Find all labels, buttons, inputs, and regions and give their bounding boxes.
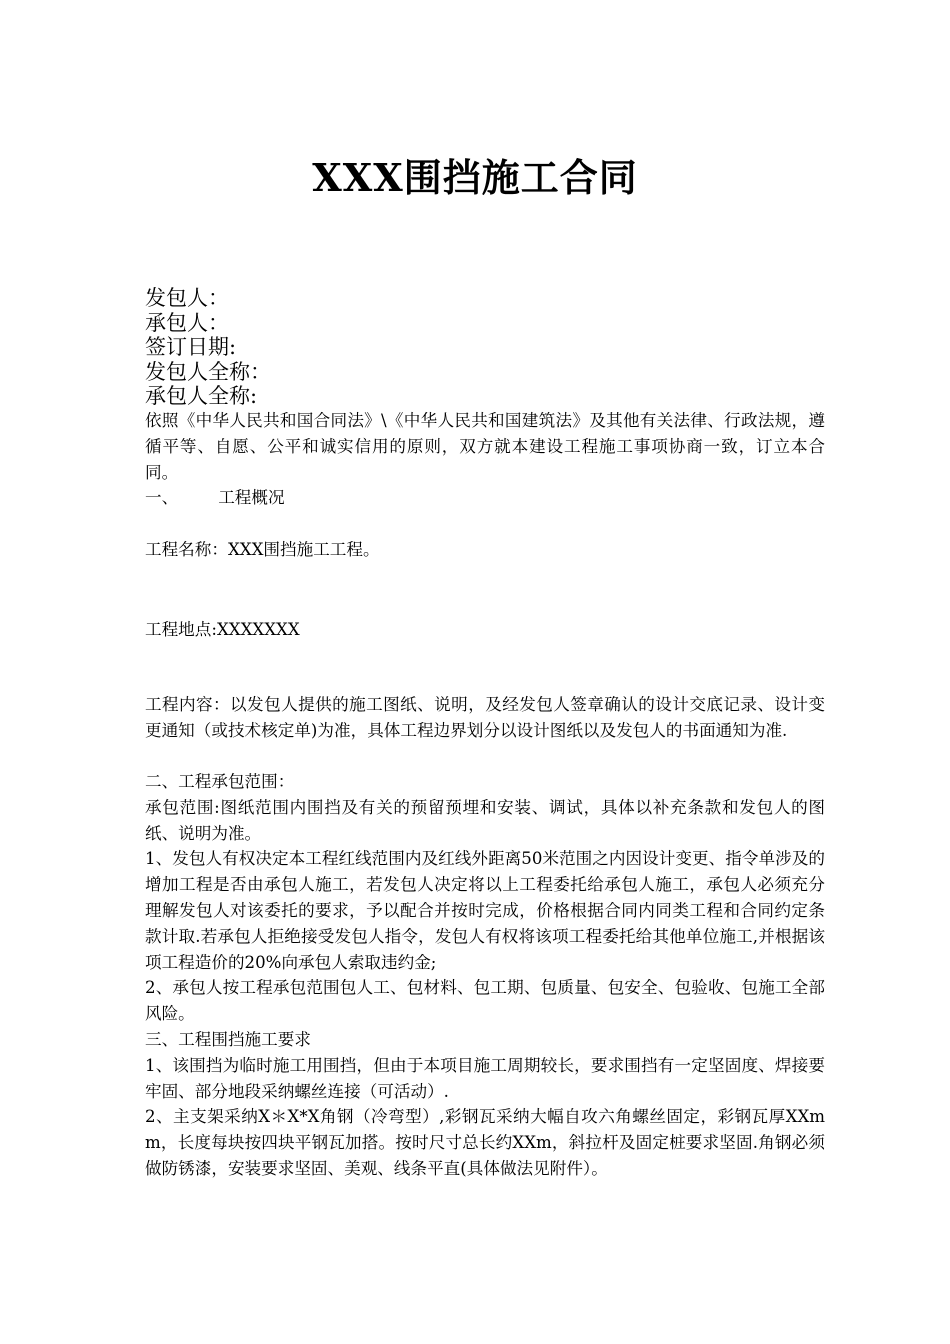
- field-contractor: 承包人：: [145, 310, 229, 335]
- section2-heading: 二、工程承包范围：: [145, 772, 295, 791]
- field-employer: 发包人：: [145, 286, 229, 310]
- clause-3-1: 1、该围挡为临时施工用围挡，但由于本项目施工周期较长，要求围挡有一定坚固度、焊接要牢固、部分地段采纳螺丝连接（可活动）.: [145, 1055, 825, 1101]
- header-fields: [145, 286, 825, 409]
- field-employer-fullname: 发包人全称：: [145, 359, 271, 384]
- section1-number: 一、: [145, 488, 179, 507]
- clause-3-2: 2、主支架采纳X＊X*X角钢（冷弯型）,彩钢瓦采纳大幅自攻六角螺丝固定，彩钢瓦厚XXmm，长度每块按四块平钢瓦加搭。按时尺寸总长约XXm，斜拉杆及固定桩要求坚固.角钢必须做防锈漆，安装要求坚固、美观、线条平直(具体做法见附件）。: [145, 1107, 825, 1178]
- project-name: 工程名称：XXX围挡施工工程。: [145, 540, 380, 559]
- document-title: XXX围挡施工合同: [312, 155, 638, 200]
- clause-2-1: 1、发包人有权决定本工程红线范围内及红线外距离50米范围之内因设计变更、指令单涉及的增加工程是否由承包人施工，若发包人决定将以上工程委托给承包人施工，承包人必须充分理解发包人对该委托的要求，予以配合并按时完成，价格根据合同内同类工程和合同约定条款计取.若承包人拒绝接受发包人指令，发包人有权将该项工程委托给其他单位施工,并根据该项工程造价的20%向承包人索取违约金;: [145, 849, 825, 972]
- field-sign-date: 签订日期:: [145, 335, 237, 359]
- project-content: 工程内容：以发包人提供的施工图纸、说明，及经发包人签章确认的设计交底记录、设计变更通知（或技术核定单)为准，具体工程边界划分以设计图纸以及发包人的书面通知为准.: [145, 695, 825, 740]
- contract-clauses: [145, 769, 825, 1182]
- clause-2-2: 2、承包人按工程承包范围包人工、包材料、包工期、包质量、包安全、包验收、包施工全部风险。: [145, 978, 825, 1024]
- section1-heading: [145, 485, 825, 511]
- intro-paragraph: 依照《中华人民共和国合同法》\《中华人民共和国建筑法》及其他有关法律、行政法规，遵循平等、自愿、公平和诚实信用的原则，双方就本建设工程施工事项协商一致，订立本合同。: [145, 411, 825, 482]
- field-contractor-fullname: 承包人全称:: [145, 384, 258, 408]
- project-location: 工程地点:XXXXXXX: [145, 620, 300, 639]
- section1-title: 工程概况: [218, 488, 285, 507]
- scope-paragraph: 承包范围:图纸范围内围挡及有关的预留预埋和安装、调试，具体以补充条款和发包人的图纸、说明为准。: [145, 797, 825, 843]
- section3-heading: 三、工程围挡施工要求: [145, 1029, 311, 1049]
